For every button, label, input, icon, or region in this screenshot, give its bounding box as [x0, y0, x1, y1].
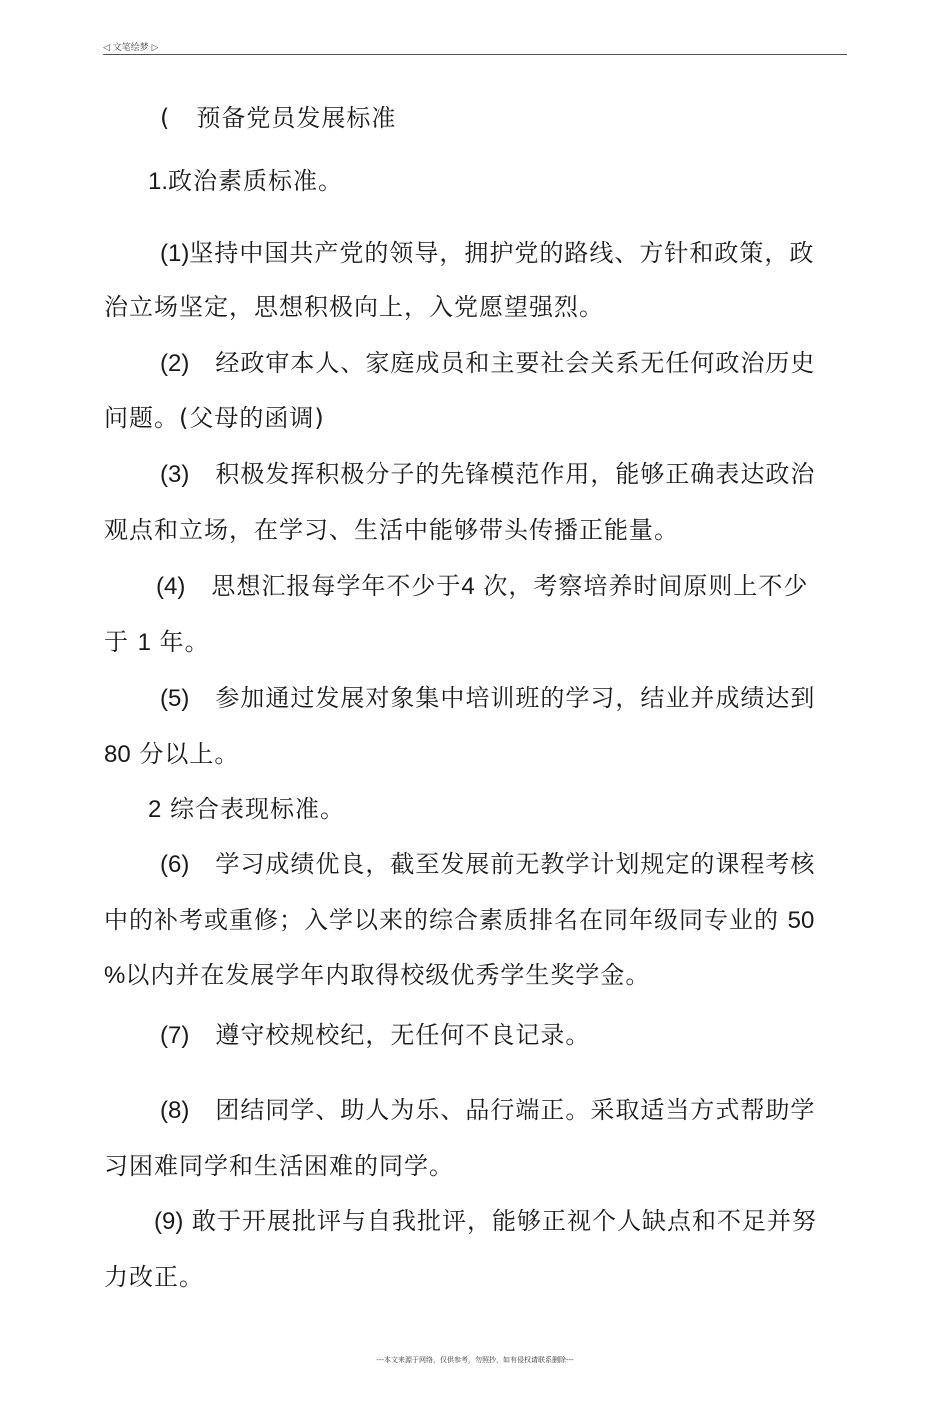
item-8-number: (8)	[160, 1097, 190, 1124]
item-4-years: 1	[137, 629, 151, 656]
item-9-text-1: 敢于开展批评与自我批评，能够正视个人缺点和不足并努	[191, 1207, 817, 1235]
item-6-text-3: 以内并在发展学年内取得校级优秀学生奖学金。	[125, 961, 651, 989]
subheading-1-text: 政治素质标准。	[168, 167, 344, 195]
item-4-text-2: 次，考察培养时间原则上不少	[483, 572, 809, 600]
item-2-line-2: 问题。(父母的函调)	[104, 404, 325, 432]
item-5-text-1: 参加通过发展对象集中培训班的学习，结业并成绩达到	[215, 684, 816, 712]
item-6-text-2: 中的补考或重修；入学以来的综合素质排名在同年级同专业的	[104, 906, 779, 934]
item-6-line-3	[104, 960, 650, 991]
subheading-1-number: 1.	[148, 168, 169, 195]
item-5-text-2: 分以上。	[139, 740, 240, 768]
item-6-rank: 50	[787, 907, 815, 934]
item-6-number: (6)	[160, 851, 190, 878]
page-footer: ---本文来源于网络，仅供参考，勿照抄，如有侵权请联系删除---	[376, 1356, 574, 1364]
item-1-number: (1)	[160, 240, 190, 267]
item-4-line-2	[104, 627, 210, 658]
item-3-text-1: 积极发挥积极分子的先锋模范作用，能够正确表达政治	[215, 460, 816, 488]
item-1-line-2: 治立场坚定，思想积极向上，入党愿望强烈。	[104, 293, 604, 321]
item-7-number: (7)	[160, 1022, 190, 1049]
item-6-line-1	[160, 849, 815, 880]
item-2-line-1	[160, 348, 815, 379]
item-4-text-1: 思想汇报每学年不少于	[211, 572, 462, 600]
item-2-text-1: 经政审本人、家庭成员和主要社会关系无任何政治历史	[215, 349, 816, 377]
section-title	[160, 103, 396, 133]
item-5-line-2	[104, 739, 239, 770]
section-title-paren: (	[160, 104, 171, 132]
item-2-number: (2)	[160, 350, 190, 377]
item-6-percent: %	[104, 962, 126, 989]
subheading-2-number: 2	[148, 796, 162, 823]
item-1-line-1	[160, 238, 814, 269]
item-1-text-1: 坚持中国共产党的领导，拥护党的路线、方针和政策，政	[189, 239, 815, 267]
item-3-line-2: 观点和立场，在学习、生活中能够带头传播正能量。	[104, 516, 679, 544]
item-4-number: (4)	[156, 573, 186, 600]
item-8-line-1	[160, 1095, 815, 1126]
item-4-line-1	[156, 571, 808, 602]
item-9-line-2: 力改正。	[104, 1263, 204, 1291]
item-4-text-4: 年。	[159, 628, 210, 656]
item-5-number: (5)	[160, 685, 190, 712]
header-divider	[103, 54, 847, 55]
item-3-line-1	[160, 459, 815, 490]
item-9-number: (9)	[154, 1208, 184, 1235]
section-title-text: 预备党员发展标准	[196, 104, 397, 132]
item-9-line-1	[154, 1206, 817, 1237]
item-7-text-1: 遵守校规校纪，无任何不良记录。	[215, 1021, 591, 1049]
item-8-text-1: 团结同学、助人为乐、品行端正。采取适当方式帮助学	[215, 1096, 816, 1124]
page-header: ◁ 文笔绘梦 ▷	[103, 43, 159, 53]
item-6-line-2	[104, 905, 814, 936]
subheading-1	[148, 166, 343, 197]
subheading-2-text: 综合表现标准。	[170, 795, 345, 823]
item-3-number: (3)	[160, 461, 190, 488]
item-5-score: 80	[104, 741, 131, 768]
item-8-line-2: 习困难同学和生活困难的同学。	[104, 1152, 454, 1180]
item-7-line-1	[160, 1020, 590, 1051]
item-6-text-1: 学习成绩优良，截至发展前无教学计划规定的课程考核	[215, 850, 816, 878]
item-4-count: 4	[461, 573, 475, 600]
item-5-line-1	[160, 683, 815, 714]
item-4-text-3: 于	[104, 628, 129, 656]
subheading-2	[148, 794, 345, 825]
